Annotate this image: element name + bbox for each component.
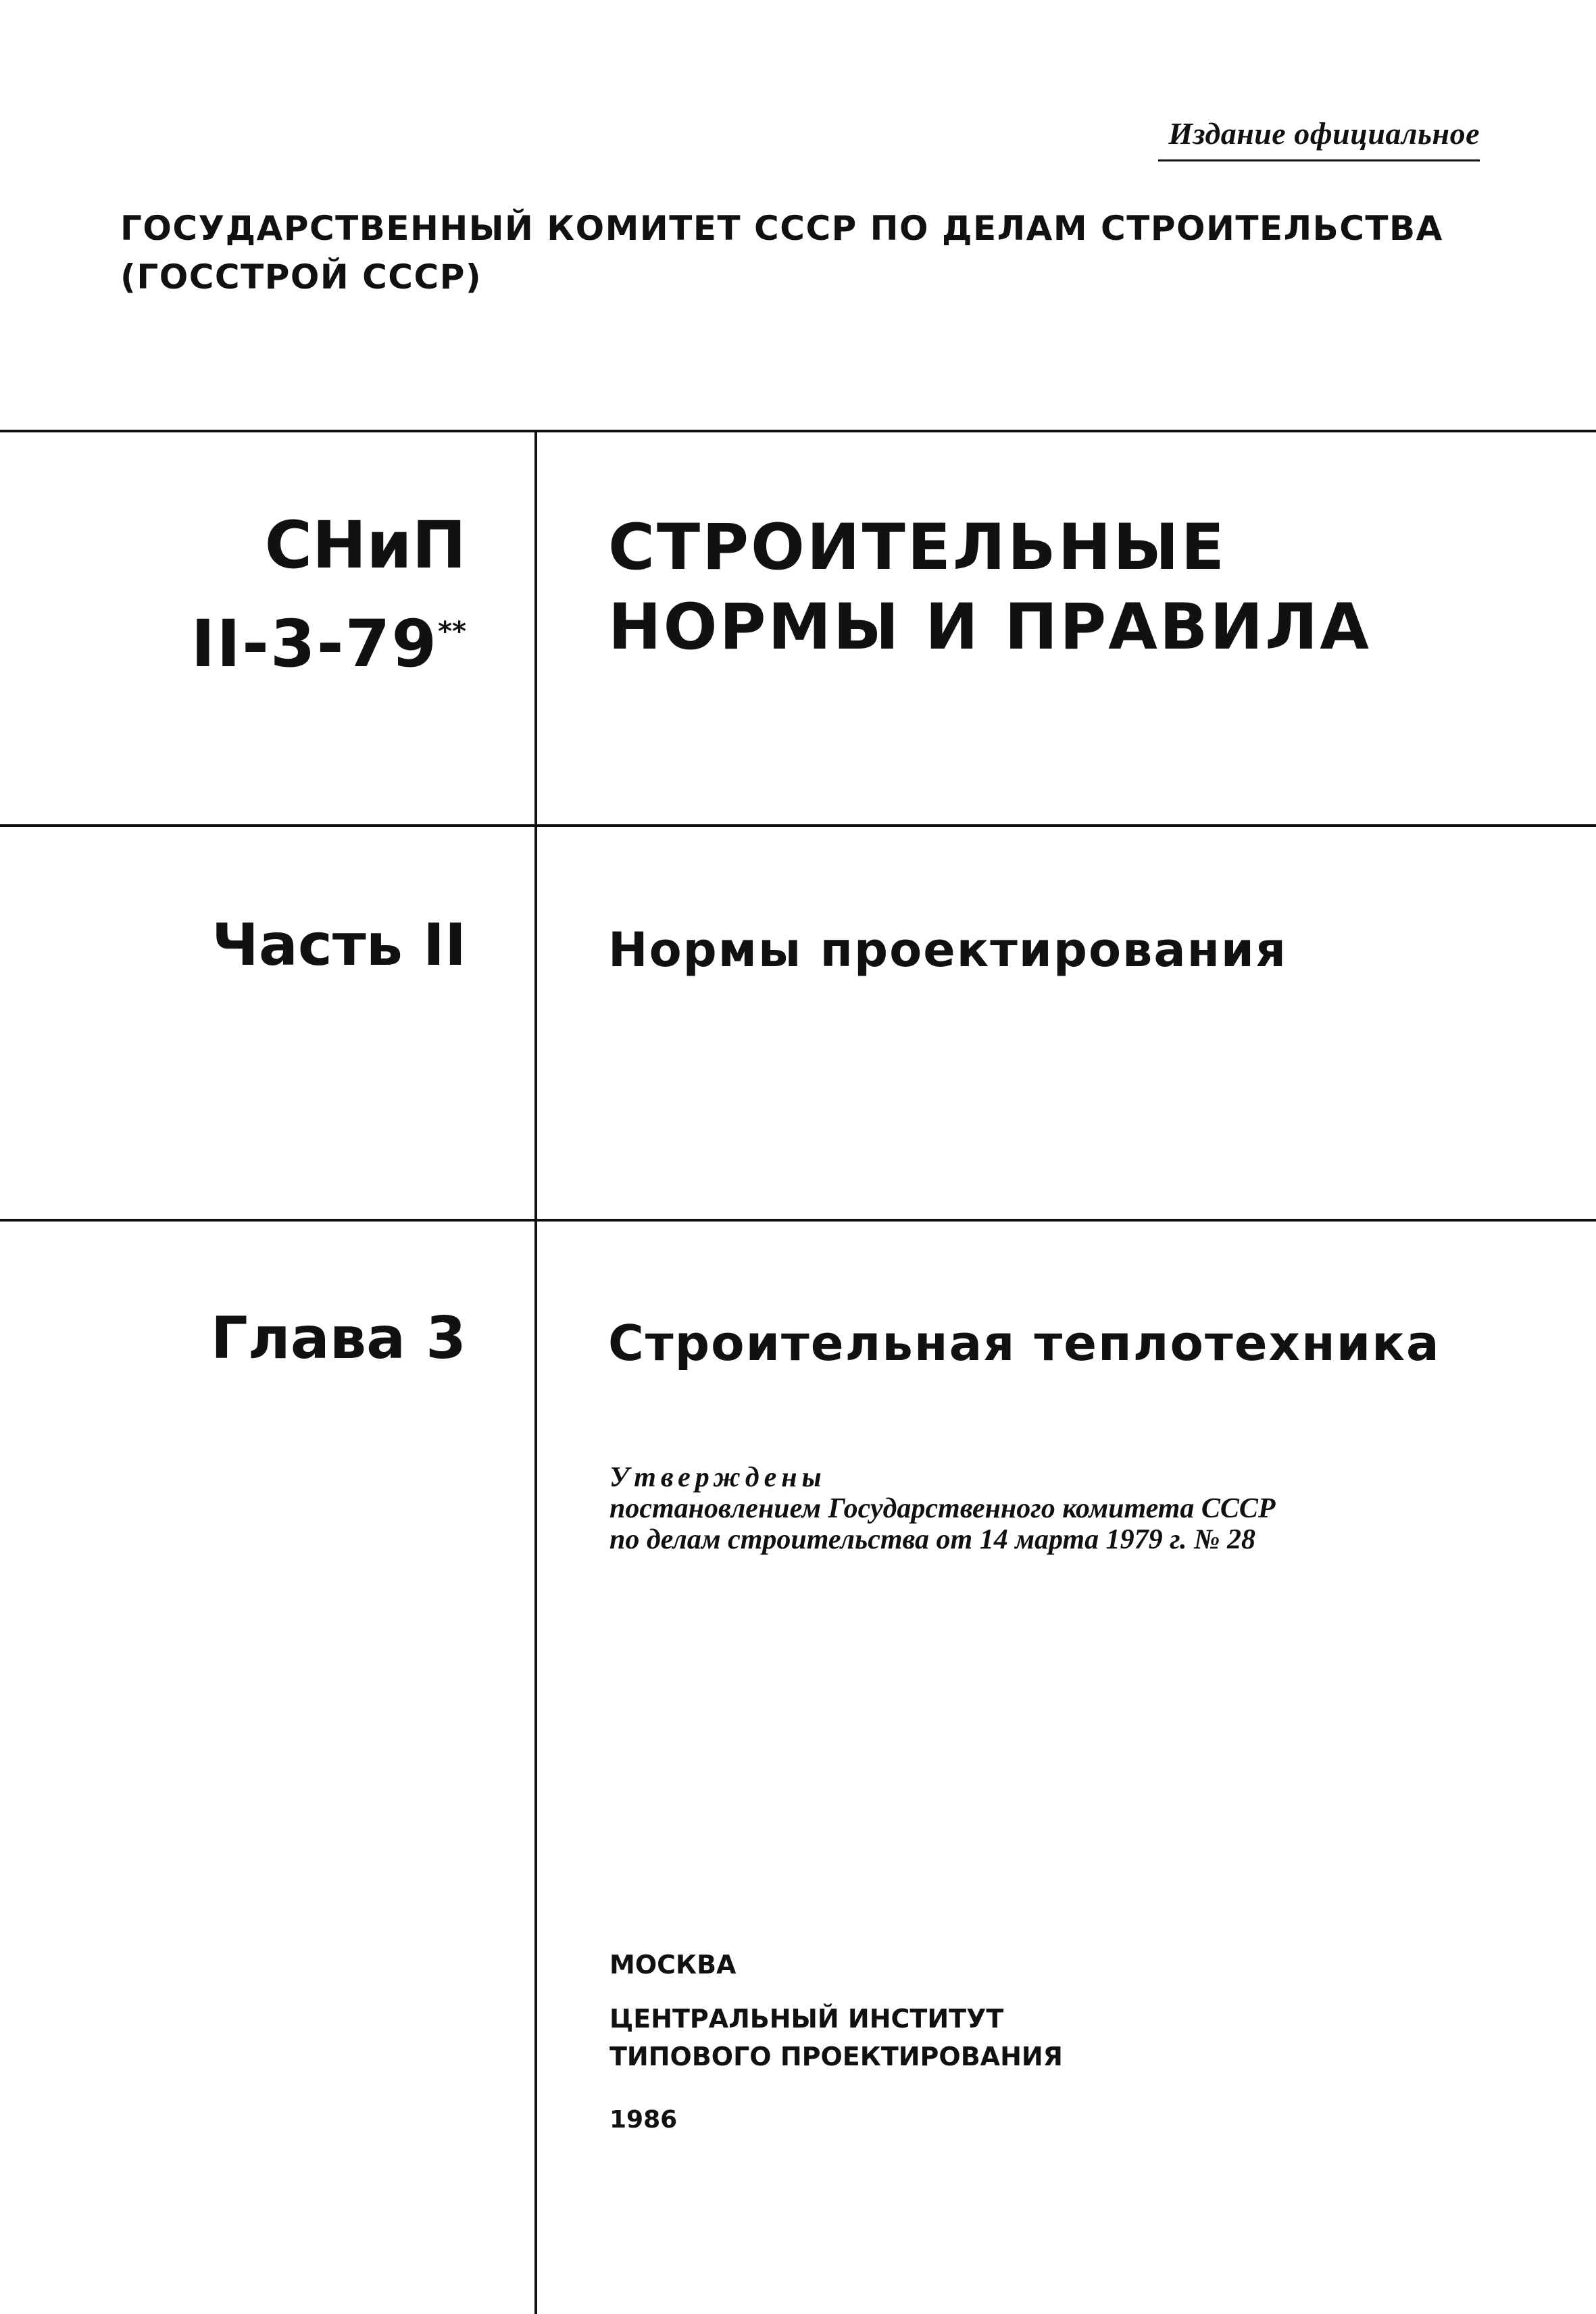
document-title bbox=[608, 508, 1568, 668]
chapter-title: Строительная теплотехника bbox=[608, 1315, 1441, 1372]
part-title: Нормы проектирования bbox=[608, 922, 1287, 978]
code-title: СНиП bbox=[264, 507, 466, 583]
edition-note: Издание официальное bbox=[1168, 116, 1480, 151]
approval-heading: Утверждены bbox=[609, 1462, 826, 1493]
publisher-city: МОСКВА bbox=[609, 1950, 737, 1980]
publication-year: 1986 bbox=[609, 2106, 678, 2134]
approval-text-line2: по делам строительства от 14 марта 1979 г. № 28 bbox=[609, 1524, 1255, 1555]
document-title-line1: СТРОИТЕЛЬНЫЕ bbox=[608, 511, 1226, 584]
code-revision-marks: ** bbox=[438, 616, 466, 647]
code-number-text: II-3-79 bbox=[191, 606, 439, 682]
committee-name-line2: (ГОССТРОЙ СССР) bbox=[120, 257, 482, 297]
publisher-name-line2: ТИПОВОГО ПРОЕКТИРОВАНИЯ bbox=[609, 2042, 1063, 2071]
committee-name-line1: ГОСУДАРСТВЕННЫЙ КОМИТЕТ СССР ПО ДЕЛАМ СТРОИТЕЛЬСТВА bbox=[120, 209, 1443, 248]
chapter-label: Глава 3 bbox=[210, 1305, 466, 1372]
table-rule-middle-1 bbox=[0, 824, 1596, 827]
document-title-line2: НОРМЫ И ПРАВИЛА bbox=[608, 590, 1371, 664]
edition-underline bbox=[1158, 159, 1480, 161]
table-rule-vertical bbox=[534, 430, 537, 2314]
table-rule-top bbox=[0, 430, 1596, 432]
code-number bbox=[81, 595, 466, 681]
part-label: Часть II bbox=[211, 911, 466, 979]
table-rule-middle-2 bbox=[0, 1219, 1596, 1222]
approval-text-line1: постановлением Государственного комитета СССР bbox=[609, 1493, 1276, 1524]
publisher-name-line1: ЦЕНТРАЛЬНЫЙ ИНСТИТУТ bbox=[609, 2004, 1004, 2034]
